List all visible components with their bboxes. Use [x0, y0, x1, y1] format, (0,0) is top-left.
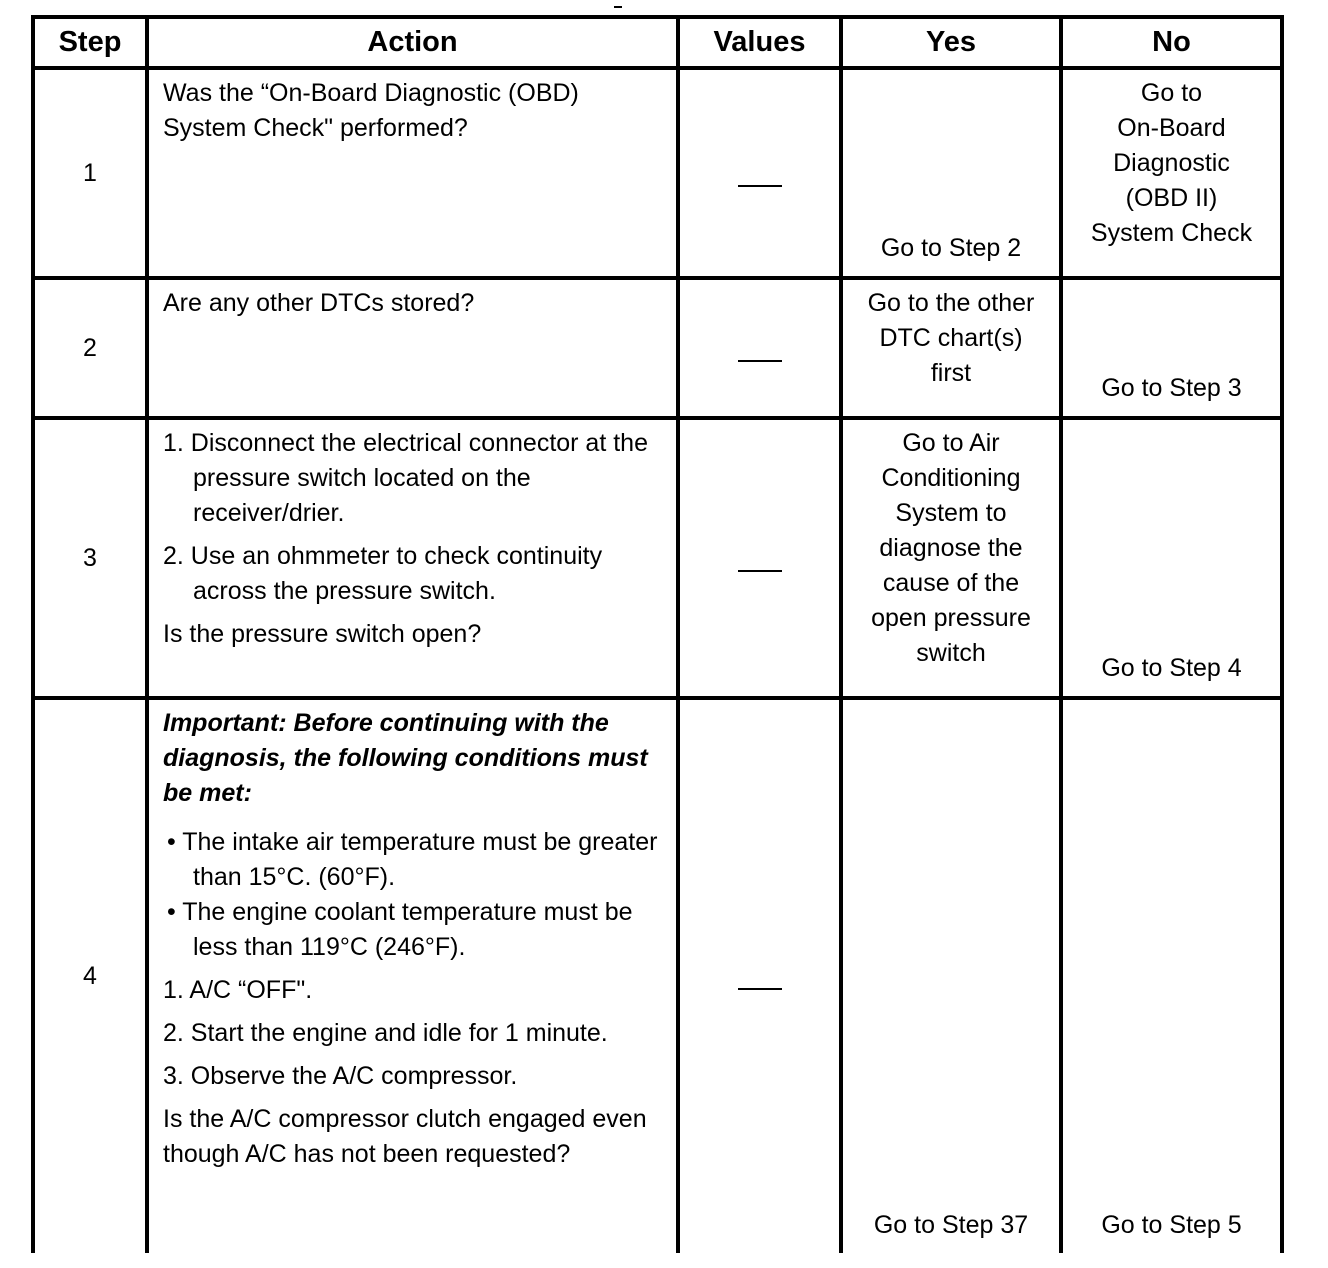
yes-text: DTC chart(s) [879, 324, 1023, 352]
values-cell [678, 68, 841, 278]
action-cell [147, 68, 678, 278]
step-number: 3 [33, 418, 147, 698]
action-step: 1. Disconnect the electrical connector at the pressure switch located on the receiver/drier. [163, 429, 648, 527]
action-question: Is the A/C compressor clutch engaged even though A/C has not been requested? [163, 1105, 647, 1168]
values-cell [678, 418, 841, 698]
yes-text: Conditioning [881, 464, 1021, 492]
action-text: Was the “On-Board Diagnostic (OBD) [163, 79, 579, 107]
yes-cell: Go to Step 37 [841, 698, 1061, 1253]
yes-text: Go to the other [867, 289, 1035, 317]
yes-cell [841, 278, 1061, 418]
diagnostic-table [31, 15, 1284, 1253]
no-cell: Go to Step 3 [1061, 278, 1282, 418]
table-row [33, 698, 1282, 1253]
action-cell [147, 418, 678, 698]
top-mark [614, 6, 622, 8]
action-step: 1. A/C “OFF". [163, 976, 313, 1004]
yes-cell: Go to Step 2 [841, 68, 1061, 278]
header-step: Step [33, 17, 147, 68]
step-number: 2 [33, 278, 147, 418]
no-text: Diagnostic [1113, 149, 1230, 177]
no-text: On-Board [1117, 114, 1226, 142]
values-cell [678, 278, 841, 418]
action-step: 2. Start the engine and idle for 1 minute. [163, 1019, 608, 1047]
action-text: Are any other DTCs stored? [163, 289, 475, 317]
yes-text: diagnose the [879, 534, 1023, 562]
no-text: (OBD II) [1125, 184, 1218, 212]
header-values: Values [678, 17, 841, 68]
values-cell [678, 698, 841, 1253]
important-note: Important: Before continuing with the diagnosis, the following conditions must be met: [163, 709, 648, 807]
yes-text: Go to Air [902, 429, 1000, 457]
empty-value-dash [738, 185, 782, 187]
header-no: No [1061, 17, 1282, 68]
action-step: 2. Use an ohmmeter to check continuity across the pressure switch. [163, 542, 603, 605]
yes-text: switch [916, 639, 986, 667]
action-question: Is the pressure switch open? [163, 620, 482, 648]
table-row [33, 68, 1282, 278]
yes-text: first [930, 359, 972, 387]
yes-text: open pressure [871, 604, 1031, 632]
header-action: Action [147, 17, 678, 68]
no-cell [1061, 68, 1282, 278]
table-row [33, 418, 1282, 698]
header-row [33, 17, 1282, 68]
action-step: 3. Observe the A/C compressor. [163, 1062, 518, 1090]
empty-value-dash [738, 988, 782, 990]
condition-bullet: • The intake air temperature must be greater than 15°C. (60°F). [167, 828, 658, 891]
step-number: 1 [33, 68, 147, 278]
no-cell: Go to Step 5 [1061, 698, 1282, 1253]
yes-text: cause of the [882, 569, 1020, 597]
action-cell [147, 278, 678, 418]
yes-cell [841, 418, 1061, 698]
no-text: System Check [1090, 219, 1253, 247]
empty-value-dash [738, 570, 782, 572]
no-text: Go to [1140, 79, 1203, 107]
no-cell: Go to Step 4 [1061, 418, 1282, 698]
yes-text: System to [895, 499, 1007, 527]
header-yes: Yes [841, 17, 1061, 68]
action-text: System Check" performed? [163, 114, 468, 142]
condition-bullet: • The engine coolant temperature must be less than 119°C (246°F). [167, 898, 633, 961]
action-cell [147, 698, 678, 1253]
table-row [33, 278, 1282, 418]
step-number: 4 [33, 698, 147, 1253]
empty-value-dash [738, 360, 782, 362]
